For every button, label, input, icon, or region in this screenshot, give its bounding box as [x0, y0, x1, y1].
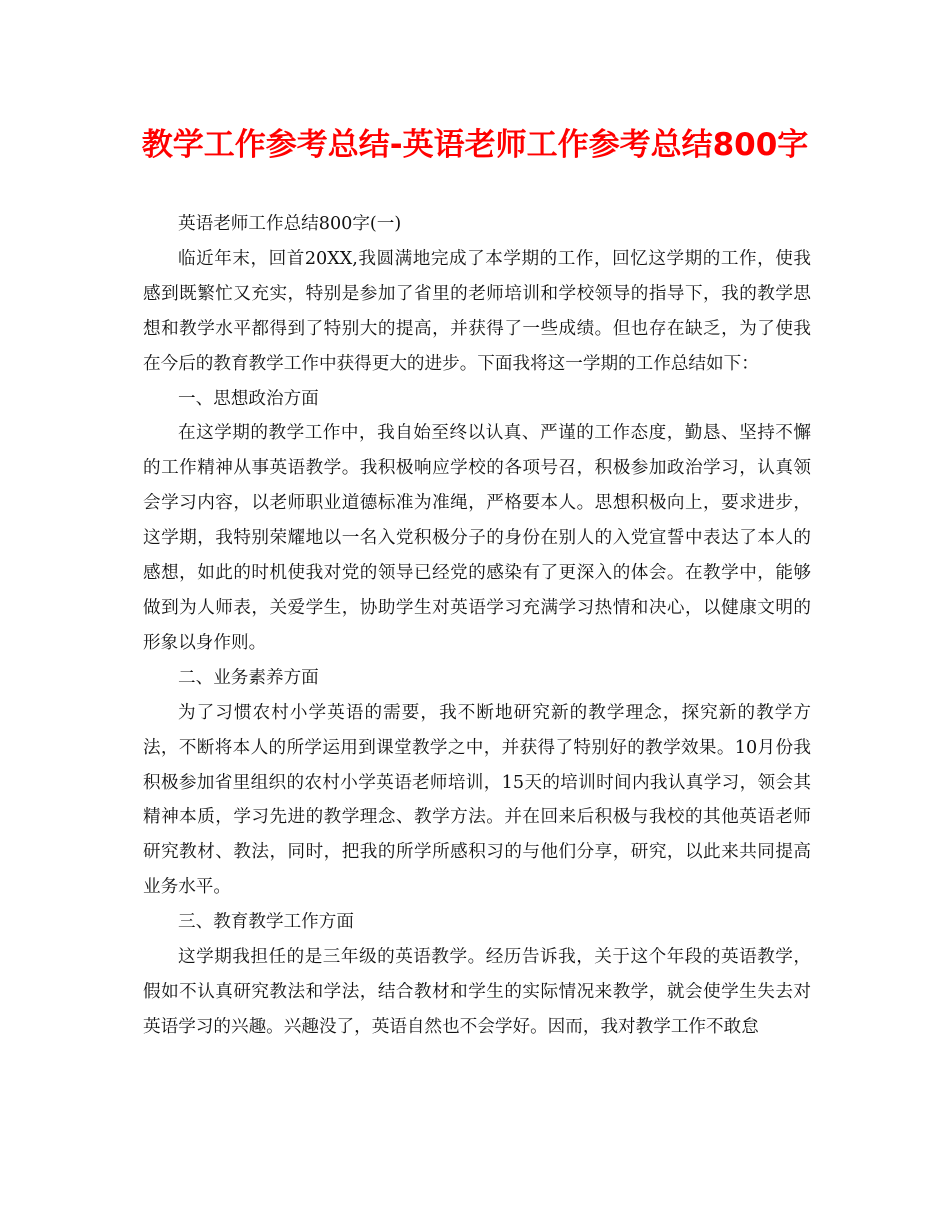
section-heading-ideology: 一、思想政治方面	[178, 388, 319, 409]
document-body	[143, 207, 811, 1045]
section-heading-professional: 二、业务素养方面	[178, 667, 319, 688]
document-title: 教学工作参考总结-英语老师工作参考总结800字	[141, 127, 809, 163]
section-heading-teaching: 三、教育教学工作方面	[178, 912, 354, 933]
paragraph-teaching: 这学期我担任的是三年级的英语教学。经历告诉我，关于这个年段的英语教学，假如不认真研究教法和学法，结合教材和学生的实际情况来教学，就会使学生失去对英语学习的兴趣。兴趣没了，英语自然也不会学好。因而，我对教学工作不敢怠	[143, 947, 811, 1037]
paragraph-intro: 临近年末，回首20XX,我圆满地完成了本学期的工作，回忆这学期的工作，使我感到既繁忙又充实，特别是参加了省里的老师培训和学校领导的指导下，我的教学思想和教学水平都得到了特别大的提高，并获得了一些成绩。但也存在缺乏，为了使我在今后的教育教学工作中获得更大的进步。下面我将这一学期的工作总结如下：	[143, 248, 811, 374]
document-subtitle: 英语老师工作总结800字(一)	[178, 214, 402, 234]
paragraph-ideology: 在这学期的教学工作中，我自始至终以认真、严谨的工作态度，勤恳、坚持不懈的工作精神从事英语教学。我积极响应学校的各项号召，积极参加政治学习，认真领会学习内容，以老师职业道德标准为准绳，严格要本人。思想积极向上，要求进步，这学期，我特别荣耀地以一名入党积极分子的身份在别人的入党宣誓中表达了本人的感想，如此的时机使我对党的领导已经党的感染有了更深入的体会。在教学中，能够做到为人师表，关爱学生，协助学生对英语学习充满学习热情和决心，以健康文明的形象以身作则。	[143, 423, 811, 653]
paragraph-professional: 为了习惯农村小学英语的需要，我不断地研究新的教学理念，探究新的教学方法，不断将本人的所学运用到课堂教学之中，并获得了特别好的教学效果。10月份我积极参加省里组织的农村小学英语老师培训，15天的培训时间内我认真学习，领会其精神本质，学习先进的教学理念、教学方法。并在回来后积极与我校的其他英语老师研究教材、教法，同时，把我的所学所感积习的与他们分享，研究，以此来共同提高业务水平。	[143, 702, 811, 898]
